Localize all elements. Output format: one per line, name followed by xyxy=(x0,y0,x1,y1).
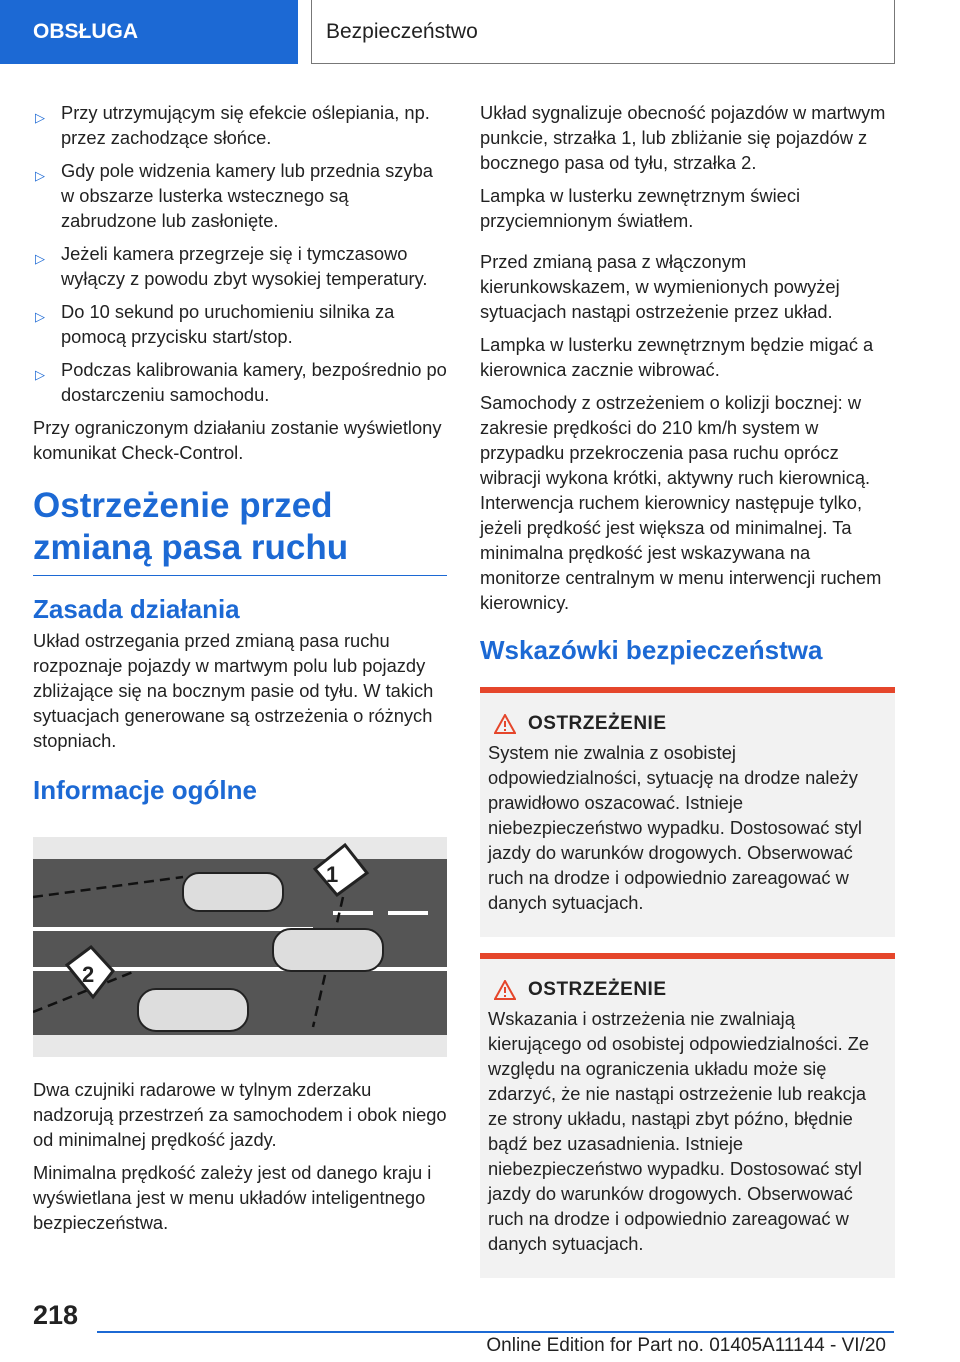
list-item: ▷ Jeżeli kamera przegrzeje się i tymczasowo wyłączy z powodu zbyt wysokiej temperatury. xyxy=(35,243,428,289)
general-heading: Informacje ogólne xyxy=(33,775,257,805)
triangle-bullet-icon: ▷ xyxy=(35,309,45,324)
list-item: ▷ Podczas kalibrowania kamery, bezpośrednio po dostarczeniu samochodu. xyxy=(35,359,447,405)
car-front-icon xyxy=(183,873,283,911)
triangle-bullet-icon: ▷ xyxy=(35,110,45,125)
warning-box xyxy=(480,953,895,1278)
right-column xyxy=(480,100,895,1294)
right-text-1: Układ sygnalizuje obecność pojazdów w martwym punkcie, strzałka 1, lub zbliżanie się pojazdów z bocznego pasa od tyłu, strzałka 2. xyxy=(480,102,886,173)
right-text-2: Lampka w lusterku zewnętrznym świeci przyciemnionym światłem. xyxy=(480,185,801,231)
triangle-bullet-icon: ▷ xyxy=(35,367,45,382)
list-item: ▷ Gdy pole widzenia kamery lub przednia szyba w obszarze lusterka wstecznego są zabrudzone lub zasłonięte. xyxy=(35,160,433,231)
limitations-list xyxy=(33,100,447,407)
principle-heading: Zasada działania xyxy=(33,594,240,624)
principle-text: Układ ostrzegania przed zmianą pasa ruchu rozpoznaje pojazdy w martwym polu lub pojazdy zbliżające się na bocznym pasie od tyłu. W takich sytuacjach generowane są ostrzeżenia o różnych stopniach. xyxy=(33,630,434,751)
warning-title: OSTRZEŻENIE xyxy=(528,713,667,734)
left-column xyxy=(33,100,447,1243)
footer-divider xyxy=(97,1331,894,1333)
right-text-5: Samochody z ostrzeżeniem o kolizji bocznej: w zakresie prędkości do 210 km/h system w przypadku przekroczenia pasa ruchu oprócz wibracji wykona krótki, aktywny ruch kierownicą. Interwencja ruchem kierownicy następuje tylko, jeżeli prędkość jest większa od minimalnej. Ta minimalna prędkość jest wskazywana na monitorze centralnym w menu interwencji ruchem kierownicy. xyxy=(480,392,882,613)
warning-triangle-icon xyxy=(494,714,516,734)
general-text-2: Minimalna prędkość zależy jest od danego kraju i wyświetlana jest w menu układów inteligentnego bezpieczeństwa. xyxy=(33,1162,432,1233)
arrow-2-label: 2 xyxy=(82,962,95,987)
triangle-bullet-icon: ▷ xyxy=(35,168,45,183)
page-title: Ostrzeżenie przed zmianą pasa ruchu xyxy=(33,485,447,576)
lane-change-illustration xyxy=(33,837,447,1057)
general-text-1: Dwa czujniki radarowe w tylnym zderzaku nadzorują przestrzeń za samochodem i obok niego od minimalnej prędkość jazdy. xyxy=(33,1079,447,1150)
edition-note: Online Edition for Part no. 01405A11144 - VI/20 xyxy=(486,1335,886,1356)
warning-box xyxy=(480,687,895,937)
warning-text: Wskazania i ostrzeżenia nie zwalniają kierującego od osobistej odpowiedzialności. Ze względu na ograniczenia układu może się zdarzyć, że nie nastąpi ostrzeżenie lub reakcja ze strony układu, nastąpi zbyt późno, błędnie bądź bez uzasadnienia. Istnieje niebezpieczeństwo wypadku. Dostosować styl jazdy do warunków drogowych. Obserwować ruch na drodze i odpowiednio zareagować w danych sytuacjach. xyxy=(488,1008,870,1254)
section-tab: OBSŁUGA xyxy=(0,0,298,64)
right-text-4: Lampka w lusterku zewnętrznym będzie migać a kierownica zacznie wibrować. xyxy=(480,334,874,380)
triangle-bullet-icon: ▷ xyxy=(35,251,45,266)
page-number: 218 xyxy=(33,1300,79,1330)
right-text-3: Przed zmianą pasa z włączonym kierunkowskazem, w wymienionych powyżej sytuacjach nastąpi ostrzeżenie przez układ. xyxy=(480,251,840,322)
warning-header xyxy=(488,977,887,1002)
list-item: ▷ Do 10 sekund po uruchomieniu silnika za pomocą przycisku start/stop. xyxy=(35,301,395,347)
safety-heading: Wskazówki bezpieczeństwa xyxy=(480,635,823,665)
car-rear-icon xyxy=(138,989,248,1031)
limitations-note: Przy ograniczonym działaniu zostanie wyświetlony komunikat Check-Control. xyxy=(33,417,442,463)
warning-text: System nie zwalnia z osobistej odpowiedzialności, sytuację na drodze należy prawidłowo oszacować. Istnieje niebezpieczeństwo wypadku. Dostosować styl jazdy do warunków drogowych. Obserwować ruch na drodze i odpowiednio zareagować w danych sytuacjach. xyxy=(488,742,862,913)
arrow-1-label: 1 xyxy=(326,862,339,887)
chapter-tab: Bezpieczeństwo xyxy=(311,0,895,64)
list-item: ▷ Przy utrzymującym się efekcie oślepiania, np. przez zachodzące słońce. xyxy=(35,102,430,148)
warning-triangle-icon xyxy=(494,980,516,1000)
warning-title: OSTRZEŻENIE xyxy=(528,979,667,1000)
warning-header xyxy=(488,711,887,736)
car-ego-icon xyxy=(273,929,383,971)
